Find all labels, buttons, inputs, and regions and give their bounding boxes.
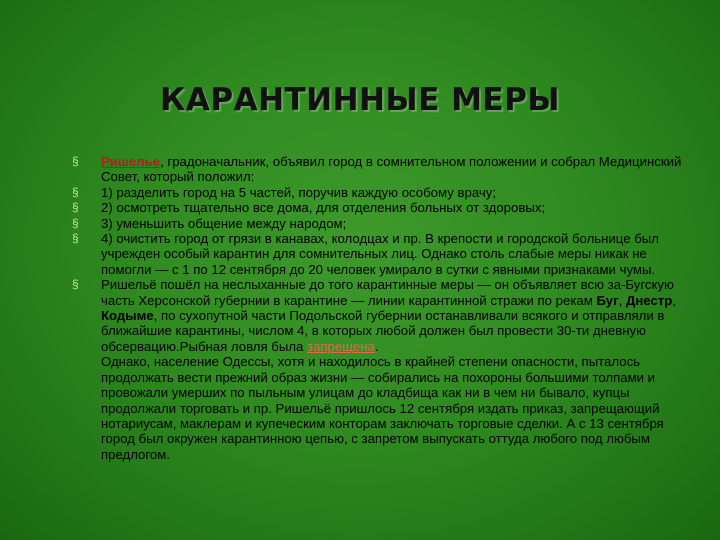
- list-item: [72, 154, 694, 185]
- bullet-icon: §: [72, 154, 79, 168]
- bullet-icon: §: [72, 184, 79, 199]
- bullet-icon: §: [72, 200, 79, 215]
- river-dniester: Днестр: [625, 292, 673, 308]
- bullet-icon: §: [72, 215, 79, 230]
- river-kodyma: Кодыме: [101, 308, 154, 324]
- list-item: [72, 185, 694, 200]
- period: .: [374, 338, 379, 354]
- list-item: [72, 231, 694, 277]
- list-item-text: 3) уменьшить общение между народом;: [101, 215, 347, 231]
- list-item-text: Ришельё пошёл на неслыханные до того карантинные меры — он объявляет всю за-Бугскую часть Херсонской губернии в карантине — линии карантинной стражи по рекам: [101, 277, 674, 308]
- list-item-text-continued: Однако, население Одессы, хотя и находилось в крайней степени опасности, пыталось продолжать вести прежний образ жизни — собирались на похороны большими толпами и провожали умерших по пыльным улицам до кладбища как ни в чем ни бывало, купцы продолжали торговать и пр. Ришельё пришлось 12 сентября издать приказ, запрещающий нотариусам, маклерам и купеческим конторам заключать торговые сделки. А с 13 сентября город был окружен карантинною цепью, с запретом выпускать оттуда любого под любым предлогом.: [101, 354, 664, 462]
- slide-title: КАРАНТИННЫЕ МЕРЫ: [160, 82, 560, 118]
- list-item: [72, 200, 694, 215]
- list-item-text: , по сухопутной части Подольской губернии останавливали всякого и отправляли в ближайшие карантины, числом 4, в которых любой должен был провести 30-ти дневную обсервацию.Рыбная ловля была: [101, 308, 665, 354]
- list-item: [72, 216, 694, 231]
- list-item: [72, 277, 694, 462]
- content-list: [72, 154, 694, 462]
- river-bug: Буг: [596, 292, 619, 308]
- separator: ,: [672, 292, 676, 308]
- bullet-icon: §: [72, 231, 79, 246]
- list-item-text: 2) осмотреть тщательно все дома, для отделения больных от здоровых;: [101, 200, 546, 216]
- bullet-icon: §: [72, 277, 79, 292]
- list-item-text: 1) разделить город на 5 частей, поручив каждую особому врачу;: [101, 184, 496, 200]
- forbidden-link[interactable]: запрещена: [307, 338, 375, 354]
- separator: ,: [618, 292, 626, 308]
- richelieu-name: Ришелье: [101, 154, 161, 169]
- list-item-text: , градоначальник, объявил город в сомнительном положении и собрал Медицинский Совет, который положил:: [101, 154, 682, 185]
- list-item-text: 4) очистить город от грязи в канавах, колодцах и пр. В крепости и городской больнице был учрежден особый карантин для сомнительных лиц. Однако столь слабые меры никак не помогли — с 1 по 12 сентября до 20 человек умирало в сутки с явными признаками чумы.: [101, 231, 659, 277]
